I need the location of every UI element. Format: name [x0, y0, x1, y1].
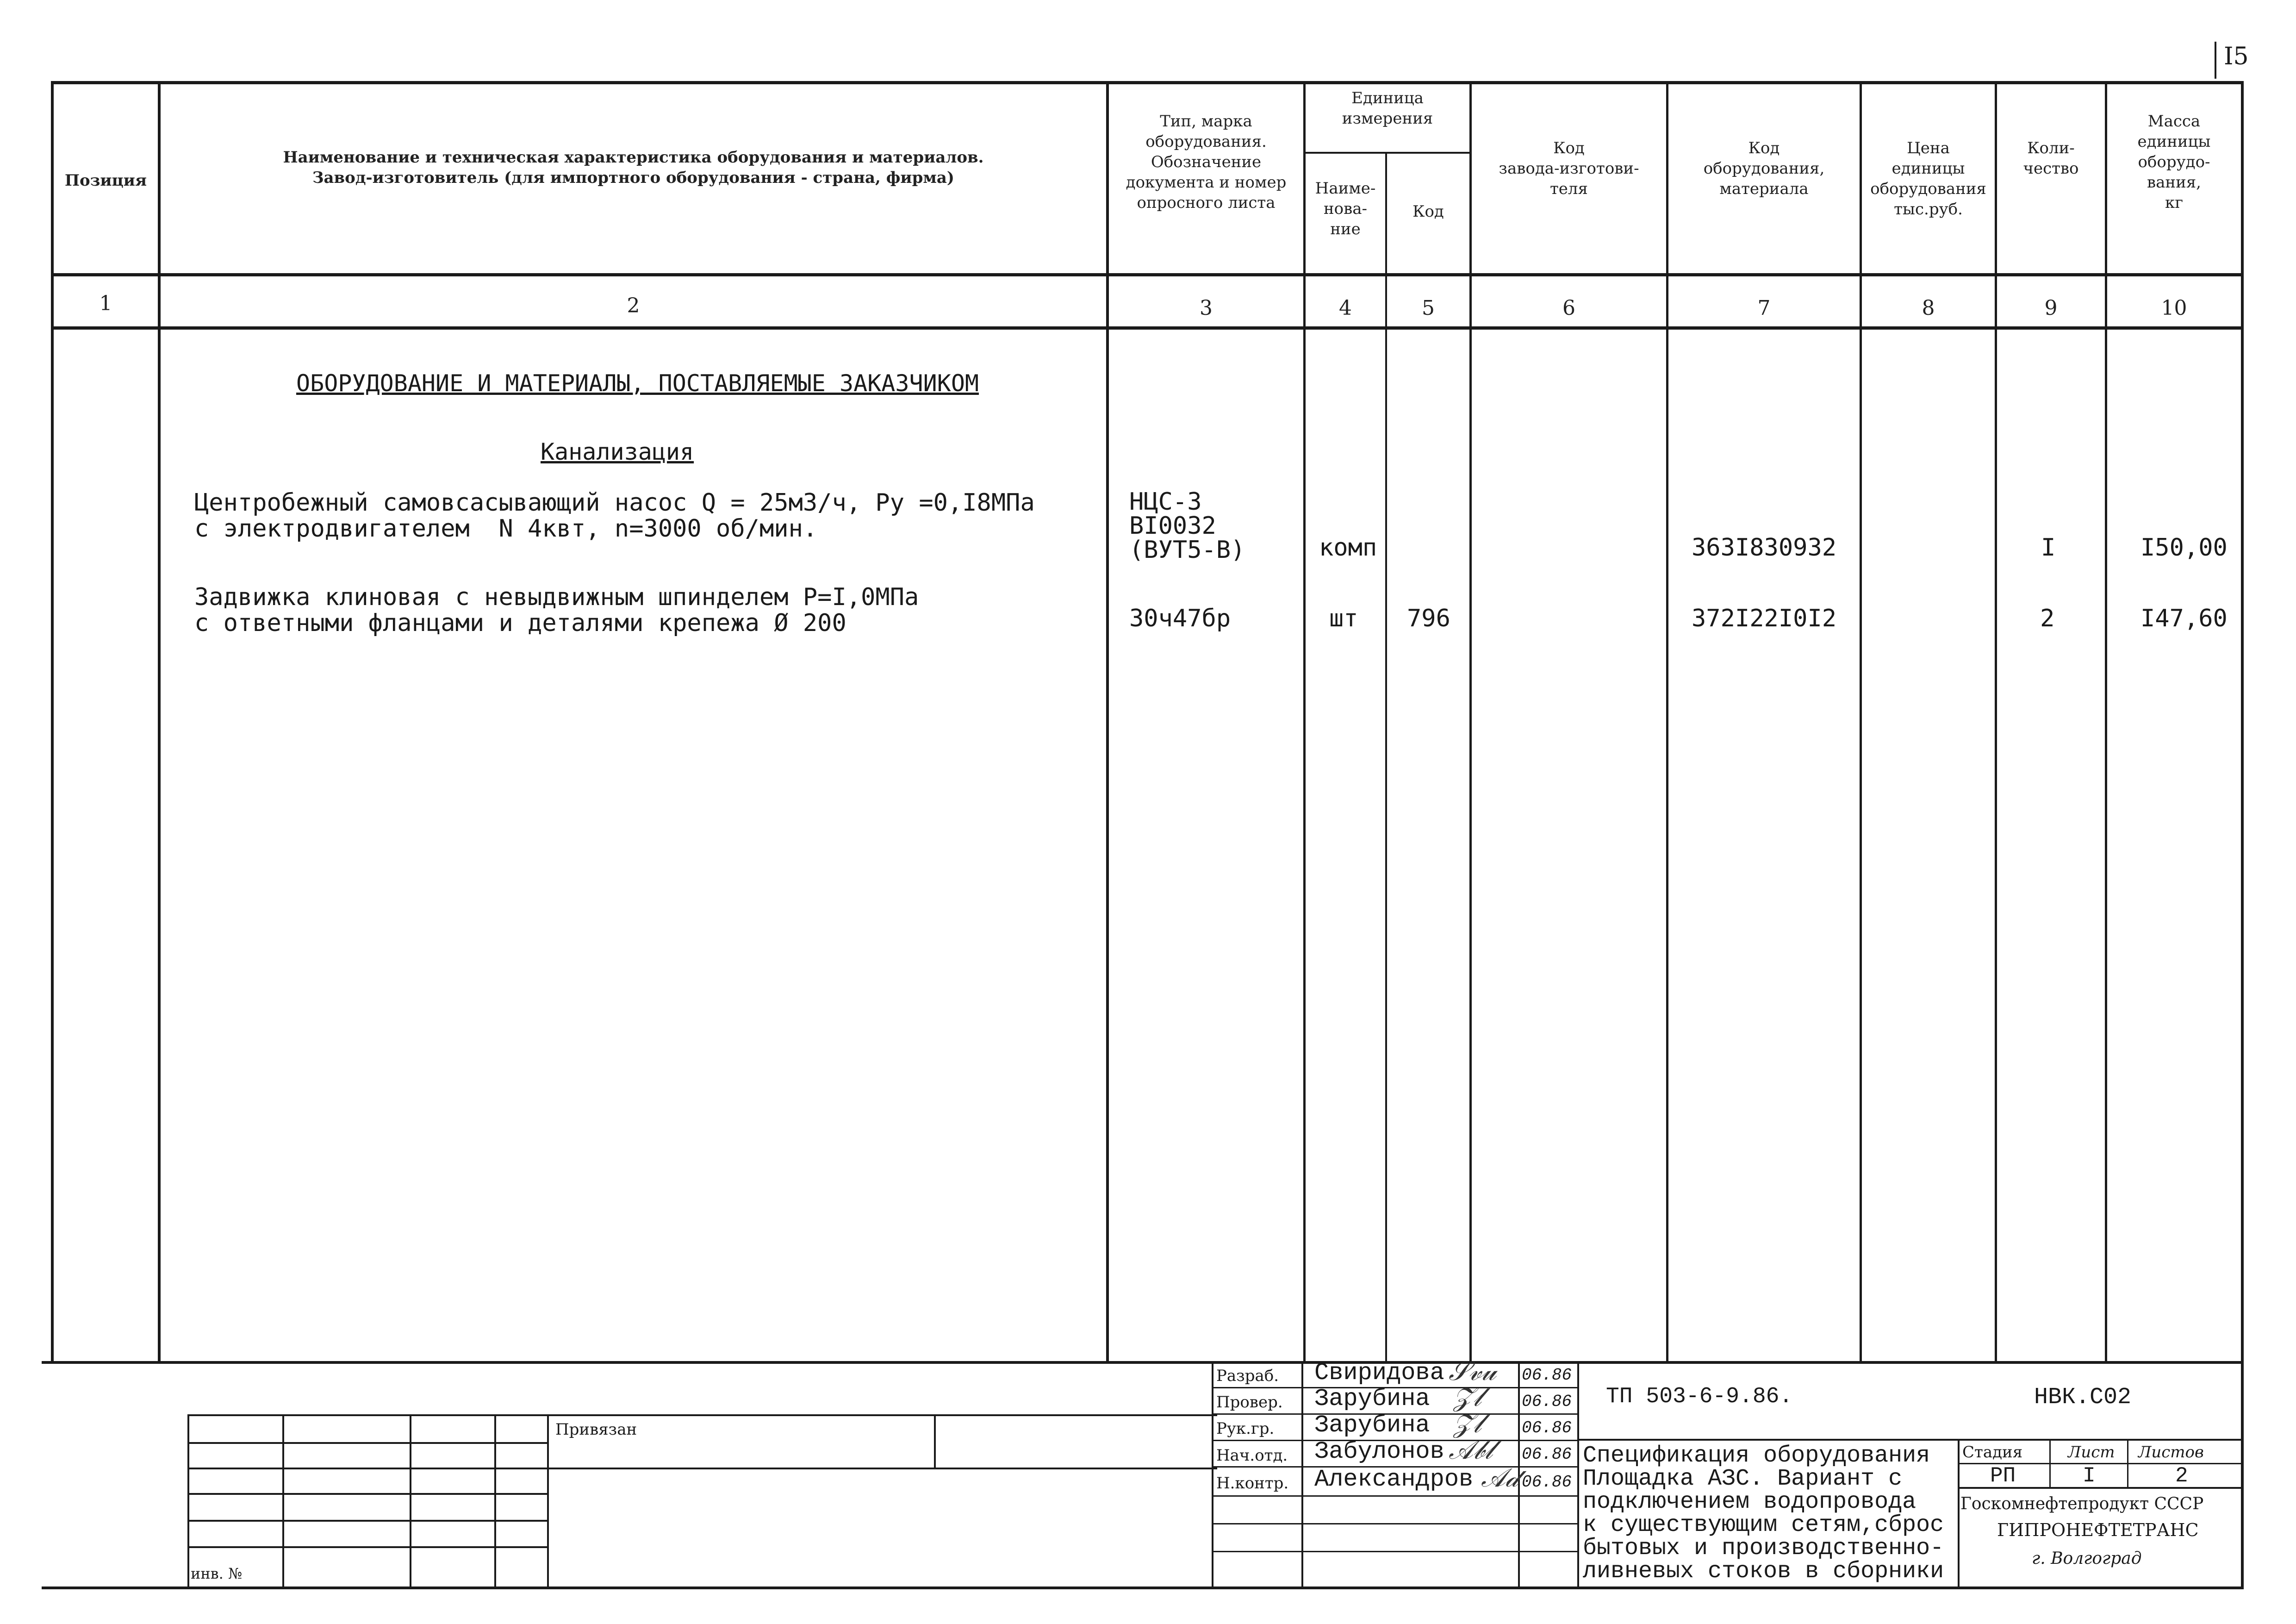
sheets-label: Листов	[2138, 1443, 2204, 1462]
item-unit-code: 796	[1407, 605, 1450, 632]
col-header-type: Тип, марка оборудования. Обозначение документа и номер опросного листа	[1126, 112, 1287, 212]
section-title: ОБОРУДОВАНИЕ И МАТЕРИАЛЫ, ПОСТАВЛЯЕМЫЕ ЗАКАЗЧИКОМ	[296, 370, 979, 397]
col-header-name: Наименование и техническая характеристика оборудования и материалов. Завод-изготовитель (для импортного оборудования - страна, фирма)	[283, 148, 984, 187]
col-number-8: 8	[1922, 296, 1935, 320]
project-code: ТП 503-6-9.86.	[1606, 1384, 1793, 1409]
signer-name: Зарубина	[1314, 1385, 1430, 1412]
item-quantity: I	[2041, 534, 2056, 562]
page-number: I5	[2224, 43, 2249, 70]
stage-label: Стадия	[1962, 1443, 2023, 1462]
organization-institute: ГИПРОНЕФТЕТРАНС	[1997, 1520, 2199, 1540]
col-header-quantity: Коли- чество	[2023, 139, 2079, 178]
signer-name: Забулонов	[1314, 1438, 1444, 1465]
document-description: Спецификация оборудования Площадка АЗС. Вариант с подключением водопровода к существующим сетям,сброс бытовых и производственно- ливневых стоков в сборники	[1583, 1444, 1944, 1583]
item-equipment-code: 372I22I0I2	[1692, 605, 1837, 632]
stage-value: РП	[1990, 1464, 2016, 1488]
col-number-6: 6	[1562, 296, 1575, 320]
item-name: Задвижка клиновая с невыдвижным шпинделем Р=I,0МПа с ответными фланцами и деталями крепежа Ø 200	[194, 583, 919, 637]
signer-name: Свиридова	[1314, 1359, 1444, 1387]
subsection-title: Канализация	[541, 438, 694, 465]
signer-date: 06.86	[1522, 1445, 1572, 1464]
signer-date: 06.86	[1522, 1392, 1572, 1411]
linked-label: Привязан	[555, 1420, 637, 1439]
col-header-price: Цена единицы оборудования тыс.руб.	[1870, 139, 1986, 219]
signature: 𝒵𝓁	[1453, 1382, 1482, 1412]
col-number-3: 3	[1200, 296, 1213, 320]
signature: 𝒮𝓋𝓊	[1449, 1356, 1496, 1387]
signer-role: Разраб.	[1216, 1367, 1279, 1385]
signature: 𝒜𝒷𝓁	[1449, 1435, 1493, 1465]
item-type: НЦС-3 BI0032 (ВУТ5-В)	[1129, 488, 1245, 564]
item-unit-name: комп	[1319, 534, 1377, 562]
signer-role: Рук.гр.	[1216, 1419, 1275, 1438]
sheet-value: I	[2083, 1464, 2096, 1488]
signature: 𝒜𝒹	[1481, 1463, 1519, 1493]
signer-date: 06.86	[1522, 1418, 1572, 1437]
item-equipment-code: 363I830932	[1692, 534, 1837, 562]
col-number-2: 2	[627, 294, 640, 318]
sheets-value: 2	[2175, 1464, 2188, 1488]
col-header-equipment-code: Код оборудования, материала	[1703, 139, 1825, 198]
organization-ministry: Госкомнефтепродукт СССР	[1960, 1494, 2204, 1513]
item-unit-name: шт	[1329, 605, 1358, 632]
organization-city: г. Волгоград	[2032, 1549, 2142, 1568]
col-header-unit-group: Единица измерения	[1342, 89, 1433, 128]
item-mass: I47,60	[2140, 605, 2228, 632]
col-number-5: 5	[1422, 296, 1435, 320]
col-header-factory-code: Код завода-изготови- теля	[1499, 139, 1639, 198]
item-type: 30ч47бр	[1129, 605, 1231, 632]
sheet-label: Лист	[2068, 1443, 2115, 1462]
item-mass: I50,00	[2140, 534, 2228, 562]
inv-label: инв. №	[191, 1565, 243, 1582]
signer-name: Александров	[1314, 1466, 1474, 1493]
signer-role: Н.контр.	[1216, 1474, 1289, 1493]
signer-date: 06.86	[1522, 1473, 1572, 1492]
col-header-unit-code: Код	[1412, 202, 1444, 221]
signer-role: Провер.	[1216, 1393, 1283, 1412]
signer-date: 06.86	[1522, 1366, 1572, 1385]
col-header-position: Позиция	[64, 171, 147, 190]
item-quantity: 2	[2040, 605, 2055, 632]
page-number-mark	[2215, 42, 2216, 79]
signature: 𝒵𝓁	[1453, 1409, 1482, 1439]
col-number-4: 4	[1339, 296, 1352, 320]
col-number-7: 7	[1757, 296, 1771, 320]
col-header-unit-name: Наиме- нова- ние	[1315, 179, 1376, 238]
document-code: НВК.С02	[2034, 1384, 2132, 1411]
col-number-10: 10	[2161, 296, 2187, 320]
col-number-1: 1	[99, 292, 112, 315]
col-header-mass: Масса единицы оборудо- вания, кг	[2137, 112, 2211, 212]
signer-name: Зарубина	[1314, 1412, 1430, 1439]
item-name: Центробежный самовсасывающий насос Q = 25м3/ч, Ру =0,I8МПа с электродвигателем N 4квт, n=3000 об/мин.	[194, 489, 1035, 543]
signer-role: Нач.отд.	[1216, 1446, 1288, 1465]
col-number-9: 9	[2044, 296, 2058, 320]
